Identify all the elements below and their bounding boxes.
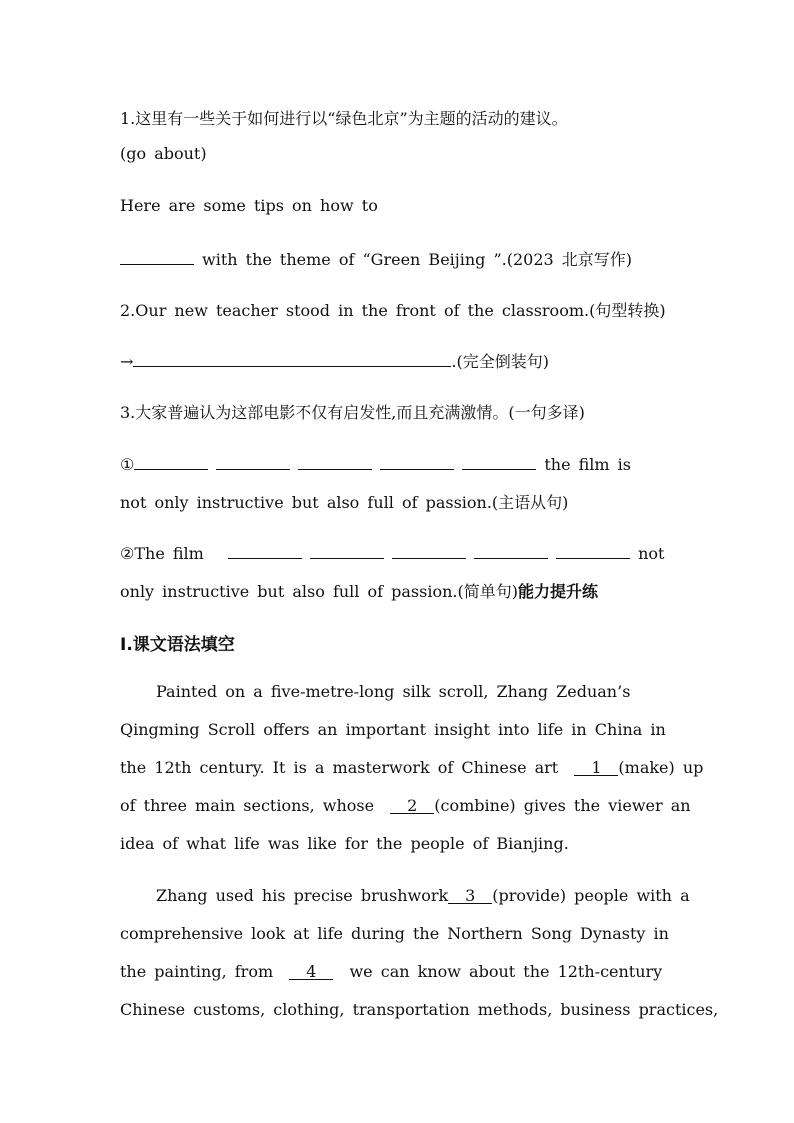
para1-line5: idea of what life was like for the people of Bianjing. [120,834,569,853]
q3-option-2-line2-text: only instructive but also full of passion.(简单句) [120,582,518,601]
para2-line3-post: we can know about the 12th-century [349,962,663,981]
answer-blank[interactable] [474,541,548,559]
q1-sentence-end-text: with the theme of “Green Beijing ”.(2023 北京写作) [202,250,633,269]
arrow-icon: → [120,352,134,371]
para2-line1 [120,886,690,905]
para1-line4 [120,796,691,815]
q3-option-2-tail: not [638,543,665,563]
para1-line2: Qingming Scroll offers an important insight into life in China in [120,720,666,739]
para1-line1: Painted on a five-metre-long silk scroll, Zhang Zeduan’s [156,682,631,701]
section-title-ability: 能力提升练 [517,582,598,601]
answer-blank[interactable] [133,349,451,367]
blank-1[interactable]: 1 [574,758,618,776]
circled-one-icon: ① [120,454,135,474]
para1-line3 [120,758,703,777]
answer-blank[interactable] [462,452,536,470]
para2-line4: Chinese customs, clothing, transportation methods, business practices, [120,1000,719,1019]
para2-line1-post: (provide) people with a [492,886,690,905]
q3-option-2-line2 [120,579,598,602]
q3-option-1-tail: the film is [544,454,632,474]
para1-line3-post: (make) up [618,758,704,777]
answer-blank[interactable] [310,541,384,559]
para2-line1-pre: Zhang used his precise brushwork [156,886,449,905]
answer-blank[interactable] [380,452,454,470]
q1-sentence-end [120,247,632,270]
q3-option-2 [120,541,664,563]
para2-line2: comprehensive look at life during the Northern Song Dynasty in [120,924,669,943]
answer-blank[interactable] [392,541,466,559]
para1-line3-pre: the 12th century. It is a masterwork of Chinese art [120,758,559,777]
answer-blank[interactable] [556,541,630,559]
q3-option-2-start: ②The film [120,543,204,563]
q1-sentence-start: Here are some tips on how to [120,196,378,215]
q2-answer-hint: .(完全倒装句) [451,352,549,371]
answer-blank[interactable] [228,541,302,559]
q2-prompt: 2.Our new teacher stood in the front of the classroom.(句型转换) [120,301,666,320]
q3-option-1 [120,452,631,474]
q3-prompt: 3.大家普遍认为这部电影不仅有启发性,而且充满激情。(一句多译) [120,403,585,422]
answer-blank[interactable] [298,452,372,470]
answer-blank[interactable] [120,247,194,265]
q1-hint: (go about) [120,144,207,163]
blank-3[interactable]: 3 [448,886,492,904]
answer-blank[interactable] [134,452,208,470]
q1-prompt: 1.这里有一些关于如何进行以“绿色北京”为主题的活动的建议。 [120,109,568,128]
q2-answer-line [120,349,549,372]
blank-2[interactable]: 2 [390,796,434,814]
para1-line4-pre: of three main sections, whose [120,796,375,815]
para2-line3-pre: the painting, from [120,962,274,981]
blank-4[interactable]: 4 [289,962,333,980]
section-heading: Ⅰ.课文语法填空 [120,635,235,655]
para1-line4-post: (combine) gives the viewer an [434,796,691,815]
answer-blank[interactable] [216,452,290,470]
para2-line3 [120,962,662,981]
q3-option-1-line2: not only instructive but also full of passion.(主语从句) [120,493,569,512]
